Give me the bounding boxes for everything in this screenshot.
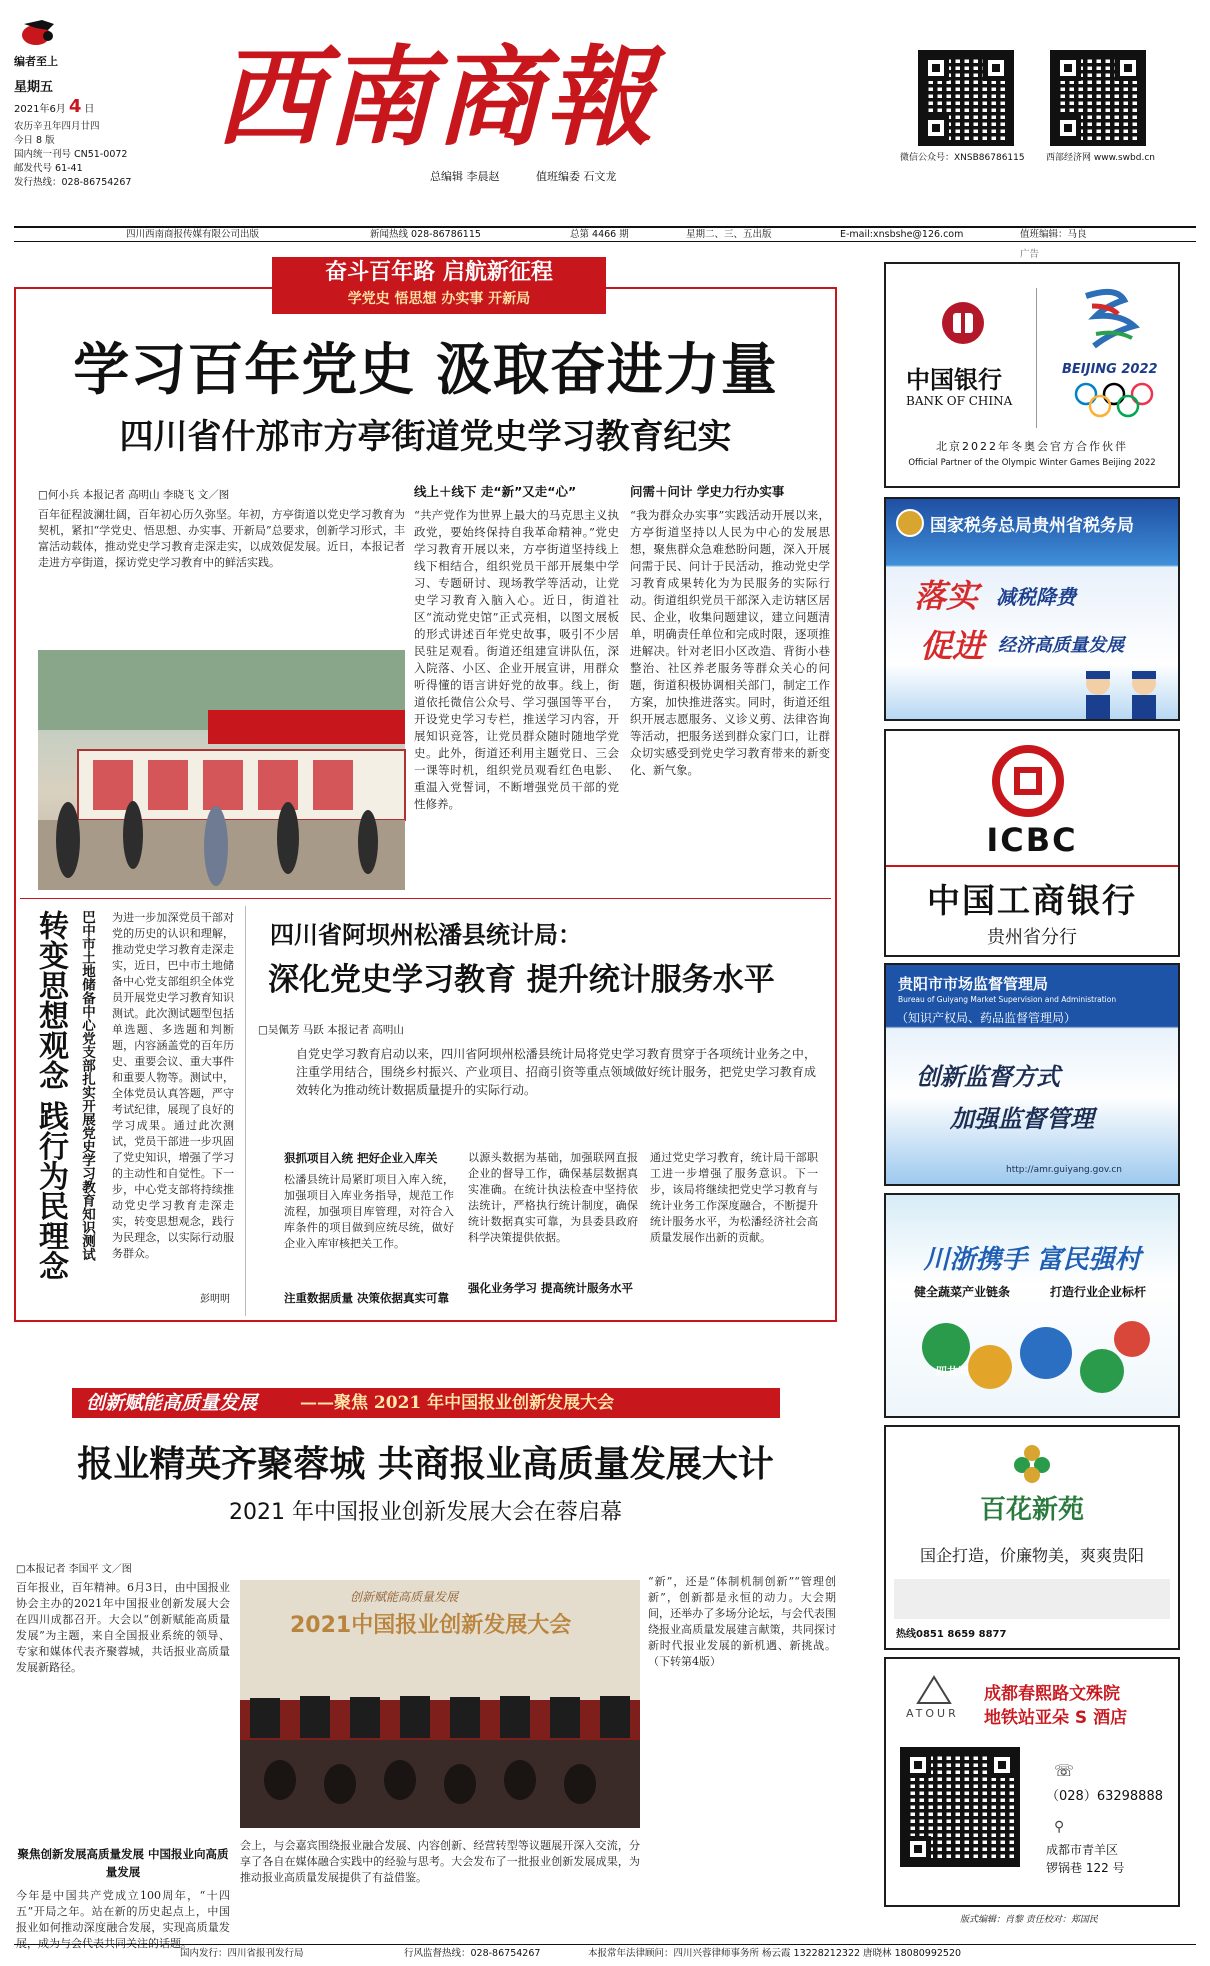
photo-scene xyxy=(38,650,405,890)
qr-finder xyxy=(1055,115,1081,141)
aba-text-learning: 通过党史学习教育，统计局干部职工进一步增强了服务意识。下一步，该局将继续把党史学习教育与统计业务工作深度融合，不断提升统计服务水平，为松潘经济社会高质量发展作出新的贡献。 xyxy=(650,1151,818,1244)
wechat-caption: 微信公众号：XNSB86786115 xyxy=(900,153,1025,163)
baihua-contact-strip xyxy=(894,1579,1170,1619)
conference-photo-tag: 创新赋能高质量发展 xyxy=(350,1590,459,1604)
amr-url[interactable]: http://amr.guiyang.gov.cn xyxy=(1006,1165,1122,1175)
aba-subhead-learning: 强化业务学习 提高统计服务水平 xyxy=(468,1281,634,1295)
hotline: 发行热线：028-86754267 xyxy=(14,177,132,188)
atour-phone[interactable]: （028）63298888 xyxy=(1046,1789,1163,1804)
publish-schedule: 星期二、三、五出版 xyxy=(686,229,772,240)
zj-sub-1: 健全蔬菜产业链条 xyxy=(914,1285,1011,1299)
boc-english-name: BANK OF CHINA xyxy=(906,394,1013,408)
qr-finder xyxy=(923,55,949,81)
website-caption: 西部经济网 www.swbd.cn xyxy=(1046,153,1155,163)
website-qr-code[interactable] xyxy=(1050,50,1146,146)
bazhong-credit: 彭明明 xyxy=(200,1294,230,1305)
tax-slogan-2-a: 促进 xyxy=(920,627,985,665)
ad-sichuan-zhejiang[interactable] xyxy=(884,1193,1180,1418)
feature-subheadline: 四川省什邡市方亭街道党史学习教育纪实 xyxy=(119,417,732,457)
banner-subtitle: 学党史 悟思想 办实事 开新局 xyxy=(347,291,531,307)
atour-qr-code[interactable] xyxy=(900,1747,1020,1867)
atour-address-1: 成都市青羊区 xyxy=(1046,1843,1119,1857)
ad-market-supervision[interactable] xyxy=(884,963,1180,1186)
lower-headline: 报业精英齐聚蓉城 共商报业高质量发展大计 xyxy=(77,1443,774,1485)
masthead xyxy=(0,0,1210,240)
aba-lead: 自党史学习教育启动以来，四川省阿坝州松潘县统计局将党史学习教育贯穿于各项统计业务之中，注重学用结合，围绕乡村振兴、产业项目、招商引资等重点领域做好统计服务，把党史学习教育成效转化为推动统计数据质量提升的实际行动。 xyxy=(296,1047,816,1097)
icbc-logo-icon xyxy=(992,745,1064,817)
duty-editor: 值班编委 石文龙 xyxy=(536,170,617,183)
aba-headline: 深化党史学习教育 提升统计服务水平 xyxy=(268,962,775,998)
boc-partner-en: Official Partner of the Olympic Winter Games Beijing 2022 xyxy=(908,458,1156,468)
qr-finder xyxy=(923,115,949,141)
baihua-phone[interactable]: 热线0851 8659 8877 xyxy=(896,1629,1007,1640)
boc-logo-icon xyxy=(942,302,984,344)
innovation-banner xyxy=(72,1388,780,1418)
column-heading-online: 线上＋线下 走“新”又走“心” xyxy=(414,484,577,499)
icbc-chinese: 中国工商银行 xyxy=(927,881,1137,920)
location-icon: ⚲ xyxy=(1054,1819,1065,1835)
divider xyxy=(886,865,1178,867)
issn: 国内统一刊号 CN51-0072 xyxy=(14,149,128,160)
aba-subhead-quality: 注重数据质量 决策依据真实可靠 xyxy=(284,1291,450,1305)
logo-motto: 编者至上 xyxy=(14,55,58,68)
qr-finder xyxy=(905,1752,931,1778)
vertical-headline: 转变思想观念 践行为民理念 xyxy=(33,910,68,1281)
vertical-subheadline: 巴中市土地储备中心党支部扎实开展党史学习教育知识测试 xyxy=(79,910,95,1261)
olympic-rings-icon xyxy=(1070,382,1160,418)
zj-diagram xyxy=(906,1305,1156,1410)
amr-slogan-1: 创新监督方式 xyxy=(916,1062,1060,1091)
beijing-2022-text: BEIJING 2022 xyxy=(1062,362,1158,377)
innovation-banner-left: 创新赋能高质量发展 xyxy=(86,1392,258,1414)
ad-bank-of-china[interactable] xyxy=(884,262,1180,488)
atour-title-2: 地铁站亚朵 S 酒店 xyxy=(984,1708,1128,1728)
masthead-title: 西南商報 xyxy=(215,35,656,161)
ad-baihua-xinyuan[interactable] xyxy=(884,1425,1180,1650)
newspaper-logo xyxy=(14,16,62,50)
column-rule xyxy=(245,906,246,1316)
tax-emblem-icon xyxy=(896,509,924,537)
conference-photo-title: 2021中国报业创新发展大会 xyxy=(290,1613,572,1638)
aba-subhead-project: 狠抓项目入统 把好企业入库关 xyxy=(284,1151,438,1165)
ad-atour-hotel[interactable] xyxy=(884,1657,1180,1907)
tax-slogan-2-b: 经济高质量发展 xyxy=(998,635,1124,656)
feature-photo-party-history-exhibit xyxy=(38,650,405,890)
lower-byline: □本报记者 李国平 文／图 xyxy=(16,1564,132,1575)
news-hotline: 新闻热线 028-86786115 xyxy=(370,229,481,240)
boc-partner: 北京2022年冬奥会官方合作伙伴 xyxy=(936,440,1128,453)
conference-photo xyxy=(240,1580,640,1828)
atour-logo-icon xyxy=(916,1675,952,1705)
info-bar xyxy=(14,226,1196,242)
aba-text-project: 松潘县统计局紧盯项目入库入统，加强项目入库业务指导，规范工作流程，加强项目库管理，对符合入库条件的项目做到应统尽统，做好企业入库审核把关工作。 xyxy=(284,1173,454,1250)
weekday: 星期五 xyxy=(14,80,54,95)
feature-byline: □何小兵 本报记者 高明山 李晓飞 文／图 xyxy=(38,489,230,501)
baihua-name: 百花新苑 xyxy=(979,1495,1084,1525)
feature-lead: 百年征程波澜壮阔，百年初心历久弥坚。年初，方亭街道以党史学习教育为契机，紧扣“学党史、悟思想、办实事、开新局”总要求，创新学习形式，丰富活动载体，推动党史学习教育走深走实，以成效促发展。近日，本报记者走进方亭街道，探访党史学习教育中的鲜活实践。 xyxy=(38,508,405,569)
issue-date: 2021年6月 4 日 xyxy=(14,96,95,117)
bazhong-vertical-title xyxy=(30,910,78,1300)
banner-title: 奋斗百年路 启航新征程 xyxy=(325,260,553,285)
boc-name: 中国银行 xyxy=(906,365,1002,394)
footer-left: 国内发行：四川省报刊发行局 xyxy=(180,1948,304,1959)
section-divider xyxy=(20,898,831,899)
qr-finder xyxy=(905,1836,931,1862)
icbc-branch: 贵州省分行 xyxy=(987,927,1077,948)
atour-address-2: 锣锅巷 122 号 xyxy=(1046,1861,1125,1875)
ad-credit: 版式编辑：肖黎 责任校对：郑国民 xyxy=(960,1915,1098,1925)
icbc-english: ICBC xyxy=(986,821,1078,859)
innovation-banner-right: ——聚焦 2021 年中国报业创新发展大会 xyxy=(300,1393,615,1413)
feature-column-online: “共产党作为世界上最大的马克思主义执政党，要始终保持自我革命精神。”党史学习教育开展以来，方亭街道坚持线上线下相结合，组织党员干部开展集中学习、专题研讨、现场教学等活动，让党史学习教育入脑入心。近日，街道社区“流动党史馆”正式亮相，以图文展板的形式讲述百年党史故事，吸引不少居民驻足观看。街道还组建宣讲队伍，深入院落、小区、企业开展宣讲，用群众听得懂的语言讲好党的故事。线上，街道依托微信公众号、学习强国等平台，开设党史学习专栏，推送学习内容，开展知识竞答，让党员群众随时随地学党史。此外，街道还利用主题党日、三会一课等时机，组织党员观看红色电影、重温入党誓词，不断增强党员干部的党性修养。 xyxy=(414,508,619,811)
footer-right: 本报常年法律顾问：四川兴蓉律师事务所 杨云霞 13228212322 唐晓林 18080992520 xyxy=(588,1948,962,1959)
beijing-2022-emblem-icon xyxy=(1066,286,1156,360)
amr-name: 贵阳市市场监督管理局 xyxy=(898,975,1049,993)
flower-logo-icon xyxy=(1010,1441,1054,1485)
zj-sub-2: 打造行业企业标杆 xyxy=(1050,1285,1147,1299)
ad-icbc[interactable] xyxy=(884,729,1180,957)
phone-icon: ☏ xyxy=(1054,1761,1075,1780)
lower-column-4: “新”，还是“体制机制创新”“管理创新”，创新都是永恒的动力。大会期间，还举办了多场分论坛，与会代表围绕报业高质量发展建言献策，共同探讨新时代报业发展的新机遇、新挑战。（下转第4版） xyxy=(648,1575,836,1668)
chief-editor: 总编辑 李晨赵 xyxy=(430,170,500,183)
email: E-mail:xnsbshe@126.com xyxy=(840,229,964,240)
footer-bar xyxy=(14,1944,1196,1962)
lunar-date: 农历辛丑年四月廿四 xyxy=(14,121,100,132)
footer-middle: 行风监督热线：028-86754267 xyxy=(404,1948,541,1959)
aba-pre-headline: 四川省阿坝州松潘县统计局： xyxy=(270,920,582,949)
qr-finder xyxy=(983,55,1009,81)
ad-tax-bureau[interactable] xyxy=(884,497,1180,721)
qr-finder xyxy=(1055,55,1081,81)
feature-headline: 学习百年党史 汲取奋进力量 xyxy=(73,338,778,403)
aba-text-quality: 以源头数据为基础，加强联网直报企业的督导工作，确保基层数据真实准确。在统计执法检查中坚持依法统计，严格执行统计制度，确保统计数据真实可靠，为县委县政府科学决策提供依据。 xyxy=(468,1151,638,1244)
atour-title-1: 成都春熙路文殊院 xyxy=(984,1684,1120,1704)
postal-code: 邮发代号 61-41 xyxy=(14,163,83,174)
atour-logo-text: ATOUR xyxy=(906,1707,959,1720)
tax-mascots xyxy=(1066,667,1176,719)
tax-slogan-1-a: 落实 xyxy=(914,577,979,615)
publisher: 四川西南商报传媒有限公司出版 xyxy=(126,229,260,240)
baihua-slogan: 国企打造，价廉物美，爽爽贵阳 xyxy=(919,1546,1144,1565)
qr-finder xyxy=(989,1752,1015,1778)
ad-label: 广告 xyxy=(1020,249,1040,260)
lower-column-1-subhead: 聚焦创新发展高质量发展 中国报业向高质量发展 xyxy=(17,1847,229,1879)
qr-finder xyxy=(1115,55,1141,81)
bazhong-vertical-subtitle xyxy=(78,910,98,1300)
lower-column-3: 会上，与会嘉宾围绕报业融合发展、内容创新、经营转型等议题展开深入交流，分享了各自在媒体融合实践中的经验与思考。大会发布了一批报业创新发展成果，为推动报业高质量发展提供了有益借鉴。 xyxy=(240,1839,640,1884)
amr-slogan-2: 加强监督管理 xyxy=(950,1104,1094,1133)
divider xyxy=(1036,288,1037,428)
aba-byline: □吴佩芳 马跃 本报记者 高明山 xyxy=(258,1024,404,1036)
bazhong-article-text: 为进一步加深党员干部对党的历史的认识和理解，推动党史学习教育走深走实，近日，巴中市土地储备中心党支部组织全体党员开展党史学习教育知识测试。此次测试题型包括单选题、多选题和判断题，内容涵盖党的百年历史、重要会议、重大事件和重要人物等。测试中，全体党员认真答题，严守考试纪律，展现了良好的学习成果。通过此次测试，党员干部进一步巩固了党史知识，增强了学习的主动性和自觉性。下一步，中心党支部将持续推动党史学习教育走深走实，转变思想观念，践行为民理念，以实际行动服务群众。 xyxy=(112,911,234,1260)
tax-bureau-name: 国家税务总局贵州省税务局 xyxy=(930,516,1134,536)
lower-column-1: 百年报业，百年精神。6月3日，由中国报业协会主办的2021年中国报业创新发展大会在四川成都召开。大会以“创新赋能高质量发展”为主题，来自全国报业系统的领导、专家和媒体代表齐聚蓉城，共话报业高质量发展新路径。 xyxy=(16,1581,230,1674)
page-count: 今日 8 版 xyxy=(14,135,55,146)
amr-sub: （知识产权局、药品监督管理局） xyxy=(896,1011,1077,1025)
zj-slogan: 川浙携手 富民强村 xyxy=(923,1245,1141,1275)
feature-column-needs: “我为群众办实事”实践活动开展以来，方亭街道坚持以人民为中心的发展思想，聚焦群众急难愁盼问题，深入开展问需于民、问计于民活动，推动党史学习教育成果转化为为民服务的实际行动。街道组织党员干部深入走访辖区居民、企业，收集问题建议，建立问题清单，明确责任单位和完成时限，逐项推进解决。针对老旧小区改造、背街小巷整治、社区养老服务等群众关心的问题，街道积极协调相关部门，制定工作方案，加快推进落实。同时，街道还组织开展志愿服务、义诊义剪、法律咨询等活动，把服务送到群众家门口，让群众切实感受到党史学习教育带来的新变化、新气象。 xyxy=(630,508,830,777)
wechat-qr-code[interactable] xyxy=(918,50,1014,146)
issue-number: 总第 4466 期 xyxy=(570,229,629,240)
duty-editor-bar: 值班编辑：马良 xyxy=(1020,229,1087,240)
zj-tag: 四共同 xyxy=(936,1365,969,1378)
column-heading-needs: 问需＋问计 学史力行办实事 xyxy=(630,484,785,499)
tax-slogan-1-b: 减税降费 xyxy=(996,585,1076,609)
lower-subheadline: 2021 年中国报业创新发展大会在蓉启幕 xyxy=(229,1500,622,1525)
lower-column-1-text2: 今年是中国共产党成立100周年，“十四五”开局之年。站在新的历史起点上，中国报业如何推动深度融合发展，实现高质量发展，成为与会代表共同关注的话题。 xyxy=(16,1889,230,1950)
amr-english: Bureau of Guiyang Market Supervision and Administration xyxy=(898,995,1117,1004)
